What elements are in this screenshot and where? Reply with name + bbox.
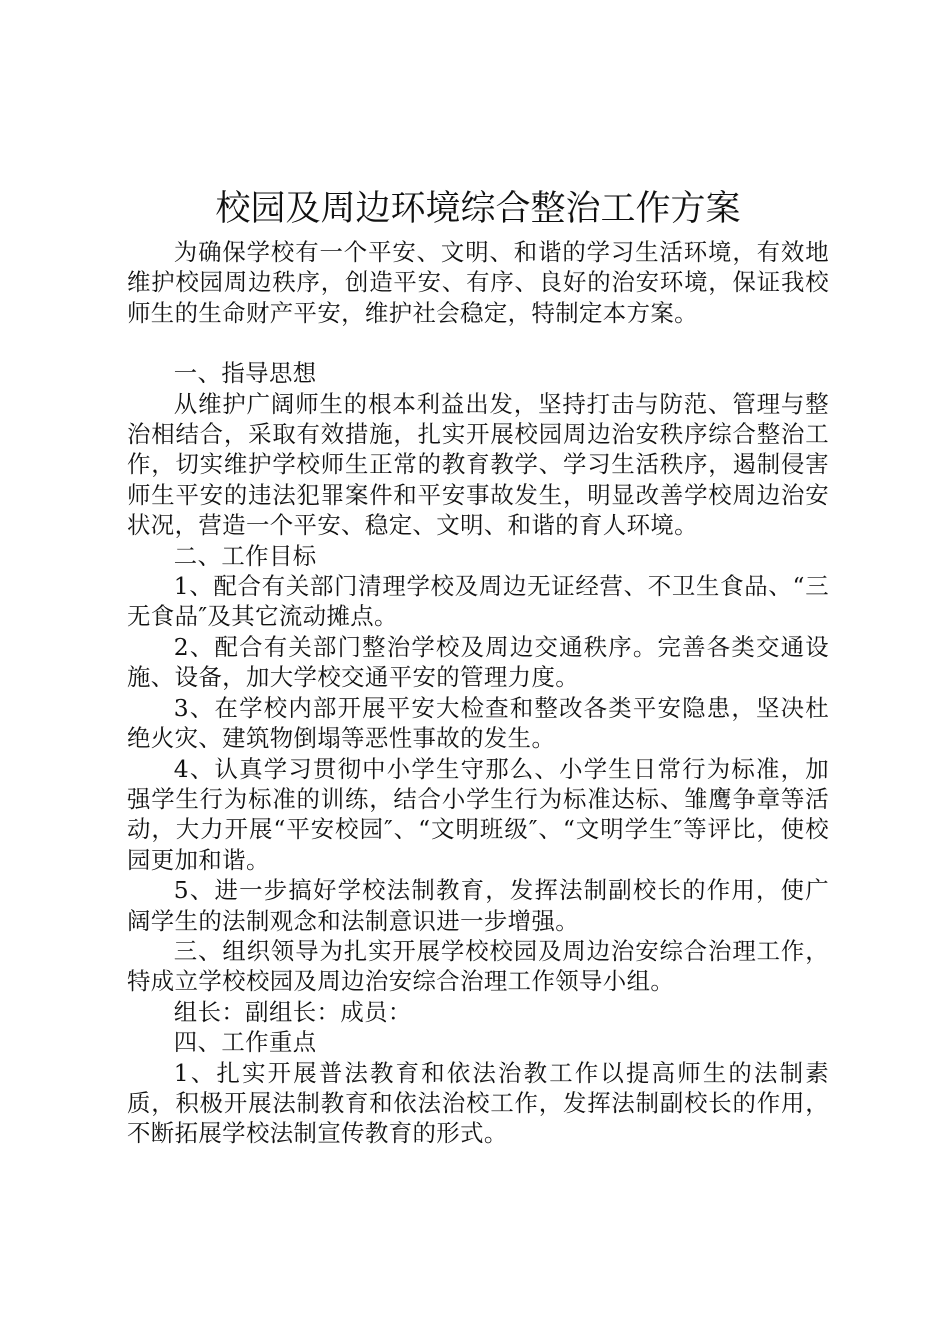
guiding-ideology-paragraph: 从维护广阔师生的根本利益出发，坚持打击与防范、管理与整治相结合，采取有效措施，扎实开展校园周边治安秩序综合整治工作，切实维护学校师生正常的教育教学、学习生活秩序，遏制侵害师生平安的违法犯罪案件和平安事故发生，明显改善学校周边治安状况，营造一个平安、稳定、文明、和谐的育人环境。 — [127, 389, 829, 540]
work-goal-item: 1、配合有关部门清理学校及周边无证经营、不卫生食品、“三无食品″及其它流动摊点。 — [127, 572, 829, 631]
paragraph-spacer — [127, 328, 829, 358]
work-focus-item: 1、扎实开展普法教育和依法治教工作以提高师生的法制素质，积极开展法制教育和依法治校工作，发挥法制副校长的作用，不断拓展学校法制宣传教育的形式。 — [127, 1058, 829, 1148]
leadership-members-line: 组长：副组长：成员： — [173, 997, 412, 1026]
work-goal-item: 4、认真学习贯彻中小学生守那么、小学生日常行为标准，加强学生行为标准的训练，结合小学生行为标准达标、雏鹰争章等活动，大力开展“平安校园″、“文明班级″、“文明学生″等评比，使校园更加和谐。 — [127, 754, 829, 874]
section-heading-work-goals: 二、工作目标 — [173, 541, 317, 570]
section-organization-paragraph: 三、组织领导为扎实开展学校校园及周边治安综合治理工作，特成立学校校园及周边治安综合治理工作领导小组。 — [127, 936, 829, 996]
work-goal-item: 5、进一步搞好学校法制教育，发挥法制副校长的作用，使广阔学生的法制观念和法制意识进一步增强。 — [127, 876, 829, 935]
work-goal-item: 3、在学校内部开展平安大检查和整改各类平安隐患，坚决杜绝火灾、建筑物倒塌等恶性事故的发生。 — [127, 693, 829, 753]
work-goal-item: 2、配合有关部门整治学校及周边交通秩序。完善各类交通设施、设备，加大学校交通平安的管理力度。 — [127, 632, 829, 692]
document-title: 校园及周边环境综合整治工作方案 — [215, 189, 741, 229]
section-heading-guiding-ideology: 一、指导思想 — [173, 359, 317, 388]
intro-paragraph: 为确保学校有一个平安、文明、和谐的学习生活环境，有效地维护校园周边秩序，创造平安、有序、良好的治安环境，保证我校师生的生命财产平安，维护社会稳定，特制定本方案。 — [127, 238, 829, 327]
section-heading-work-focus: 四、工作重点 — [173, 1028, 317, 1057]
document-page — [127, 183, 829, 1149]
